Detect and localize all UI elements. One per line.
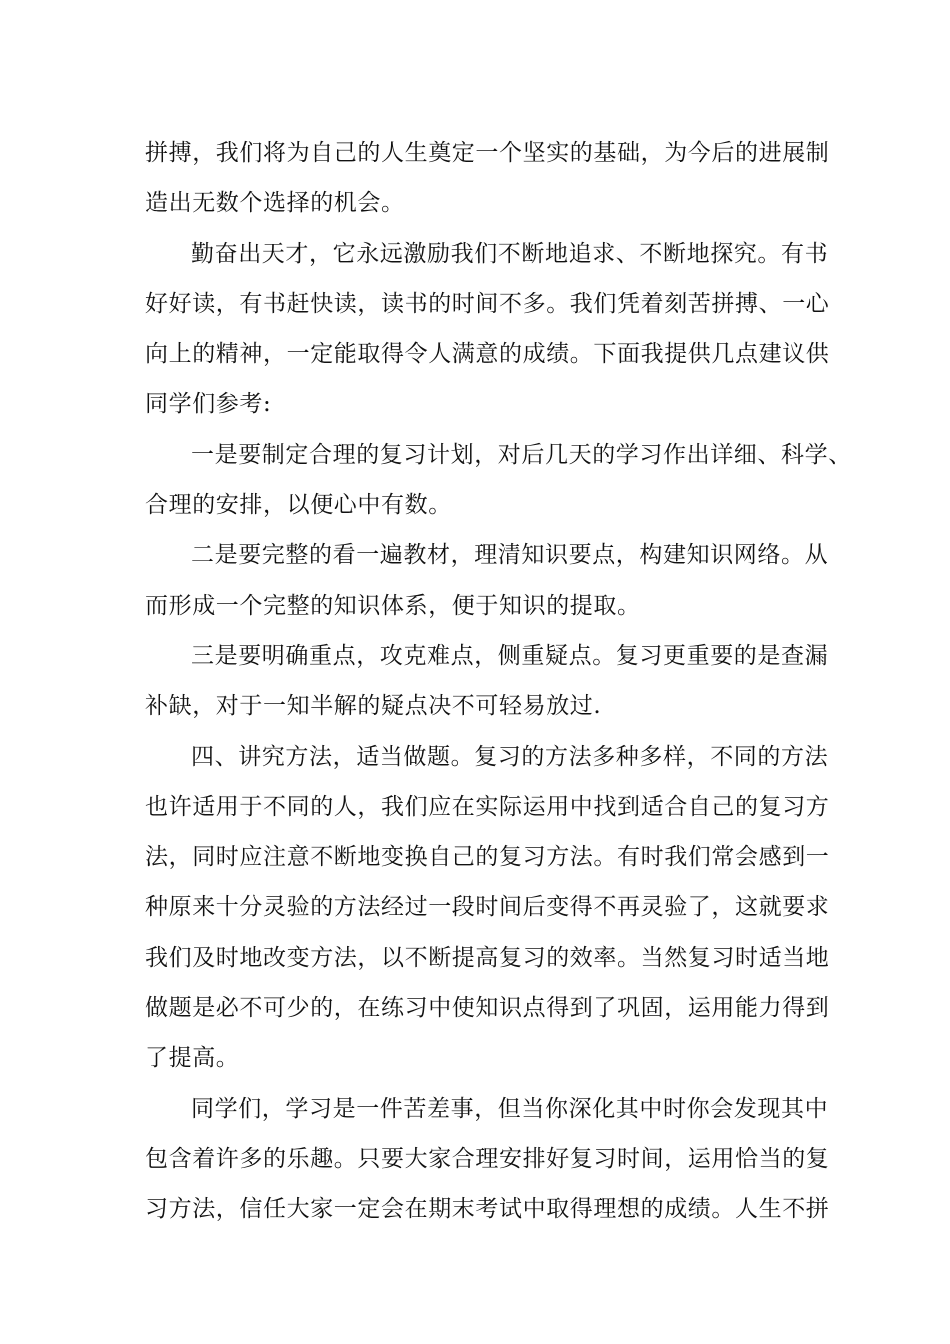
text-line: 四、讲究方法，适当做题。复习的方法多种多样，不同的方法: [191, 743, 829, 770]
document-body: [145, 128, 852, 1235]
text-line: 法，同时应注意不断地变换自己的复习方法。有时我们常会感到一: [145, 844, 830, 871]
text-line: 我们及时地改变方法，以不断提高复习的效率。当然复习时适当地: [145, 944, 830, 971]
text-line: 了提高。: [145, 1045, 240, 1072]
text-line: 一是要制定合理的复习计划，对后几天的学习作出详细、科学、: [191, 441, 852, 468]
text-line: 补缺，对于一知半解的疑点决不可轻易放过.: [145, 693, 602, 720]
text-line: 勤奋出天才，它永远激励我们不断地追求、不断地探究。有书: [191, 240, 829, 267]
text-line: 同学们参考:: [145, 391, 272, 418]
text-line: 同学们，学习是一件苦差事，但当你深化其中时你会发现其中: [191, 1095, 829, 1122]
text-line: 习方法，信任大家一定会在期末考试中取得理想的成绩。人生不拼: [145, 1196, 830, 1223]
text-line: 种原来十分灵验的方法经过一段时间后变得不再灵验了，这就要求: [145, 894, 830, 921]
text-line: 合理的安排，以便心中有数。: [145, 492, 452, 519]
text-line: 做题是必不可少的，在练习中使知识点得到了巩固，运用能力得到: [145, 995, 830, 1022]
text-line: 好好读，有书赶快读，读书的时间不多。我们凭着刻苦拼搏、一心: [145, 290, 830, 317]
text-line: 也许适用于不同的人，我们应在实际运用中找到适合自己的复习方: [145, 793, 830, 820]
text-line: 拼搏，我们将为自己的人生奠定一个坚实的基础，为今后的进展制: [145, 140, 830, 166]
text-line: 二是要完整的看一遍教材，理清知识要点，构建知识网络。从: [191, 542, 829, 569]
text-line: 三是要明确重点，攻克难点，侧重疑点。复习更重要的是查漏: [191, 642, 829, 669]
text-line: 造出无数个选择的机会。: [145, 190, 405, 217]
text-line: 向上的精神，一定能取得令人满意的成绩。下面我提供几点建议供: [145, 341, 830, 368]
text-line: 而形成一个完整的知识体系，便于知识的提取。: [145, 592, 641, 619]
text-line: 包含着许多的乐趣。只要大家合理安排好复习时间，运用恰当的复: [145, 1145, 830, 1172]
